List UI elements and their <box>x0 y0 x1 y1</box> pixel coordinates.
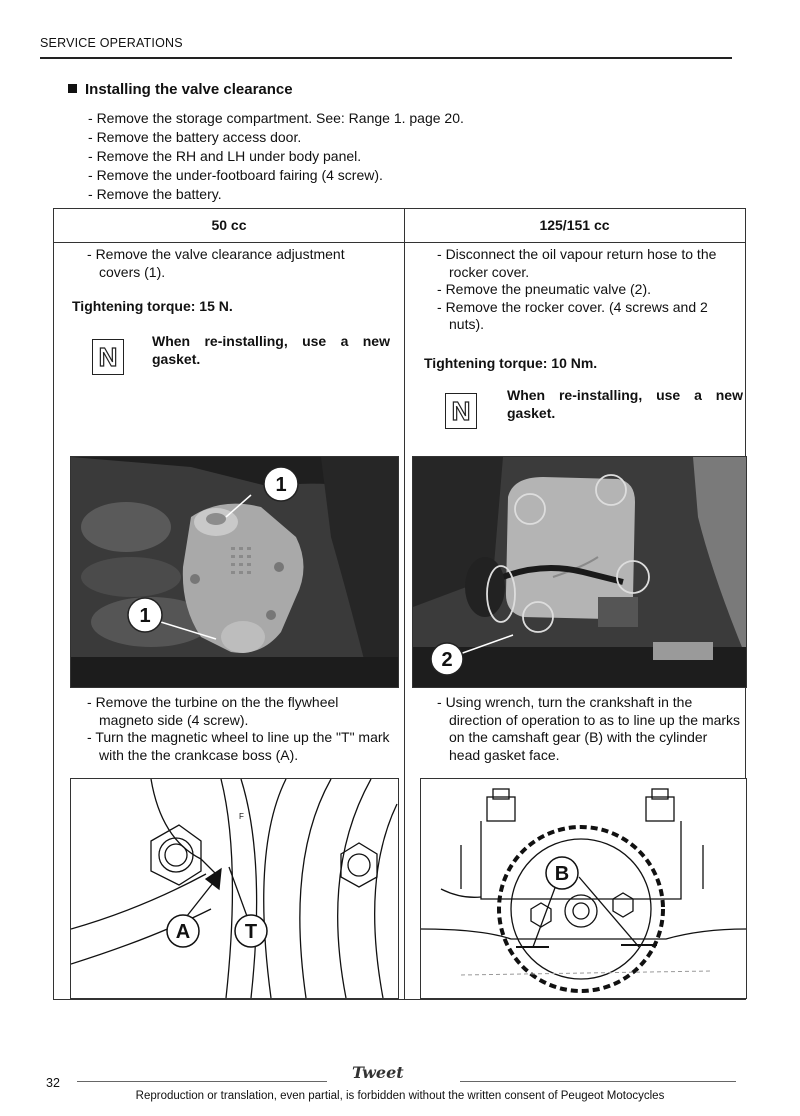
step-item: - Remove the pneumatic valve (2). <box>437 281 737 299</box>
left-flywheel-diagram <box>70 778 399 999</box>
svg-text:A: A <box>175 921 191 943</box>
svg-text:B: B <box>554 863 570 885</box>
footer-rule-right <box>460 1081 736 1082</box>
section-header: SERVICE OPERATIONS <box>40 36 183 50</box>
right-camshaft-diagram <box>420 778 747 999</box>
engine-photo-50cc <box>71 457 398 687</box>
left-steps <box>87 246 387 281</box>
step-item: - Disconnect the oil vapour return hose to the rocker cover. <box>437 246 737 281</box>
column-header-50cc: 50 cc <box>211 217 247 233</box>
brand-logo: Tweet <box>352 1063 404 1082</box>
step-item: - Remove the storage compartment. See: Range 1. page 20. <box>88 109 464 128</box>
new-gasket-icon: N <box>445 393 477 429</box>
right-note <box>445 387 745 429</box>
flywheel-diagram <box>71 779 398 998</box>
engine-photo-125cc <box>413 457 746 687</box>
column-divider <box>404 209 405 999</box>
camshaft-diagram <box>421 779 746 998</box>
step-item: - Turn the magnetic wheel to line up the "T" mark with the the crankcase boss (A). <box>87 729 392 764</box>
step-item: - Remove the turbine on the the flywheel magneto side (4 screw). <box>87 694 392 729</box>
bullet-square-icon <box>68 84 77 93</box>
right-torque: Tightening torque: 10 Nm. <box>424 355 598 371</box>
header-divider <box>54 242 745 243</box>
section-title <box>68 81 293 98</box>
step-item: - Remove the battery access door. <box>88 128 464 147</box>
step-item: - Remove the valve clearance adjustment covers (1). <box>87 246 387 281</box>
section-title-text: Installing the valve clearance <box>85 81 293 98</box>
step-item: - Remove the under-footboard fairing (4 screw). <box>88 166 464 185</box>
page-number: 32 <box>46 1076 60 1090</box>
procedure-table <box>53 208 746 1000</box>
new-gasket-icon: N <box>92 339 124 375</box>
svg-text:1: 1 <box>275 474 287 496</box>
step-item: - Remove the rocker cover. (4 screws and 2 nuts). <box>437 299 737 334</box>
left-steps-2 <box>87 694 392 764</box>
right-engine-photo <box>412 456 747 688</box>
step-item: - Remove the battery. <box>88 185 464 204</box>
right-steps-2 <box>437 694 742 764</box>
right-steps <box>437 246 737 334</box>
step-item: - Remove the RH and LH under body panel. <box>88 147 464 166</box>
step-item: - Using wrench, turn the crankshaft in the direction of operation to as to line up the marks on the camshaft gear (B) with the cylinder head gasket face. <box>437 694 742 764</box>
copyright-notice: Reproduction or translation, even partial, is forbidden without the written consent of Peugeot Motocycles <box>135 1090 665 1102</box>
svg-text:F: F <box>239 812 244 821</box>
left-torque: Tightening torque: 15 N. <box>72 298 233 314</box>
column-header-125cc: 125/151 cc <box>539 217 610 233</box>
left-note-text: When re-installing, use a new gasket. <box>152 333 390 367</box>
intro-steps <box>88 109 464 204</box>
header-rule <box>40 57 732 59</box>
left-note <box>92 333 398 375</box>
svg-text:1: 1 <box>139 605 151 627</box>
svg-text:2: 2 <box>441 649 453 671</box>
svg-text:T: T <box>244 921 258 943</box>
left-engine-photo <box>70 456 399 688</box>
footer-rule-left <box>77 1081 327 1082</box>
right-note-text: When re-installing, use a new gasket. <box>507 387 743 421</box>
